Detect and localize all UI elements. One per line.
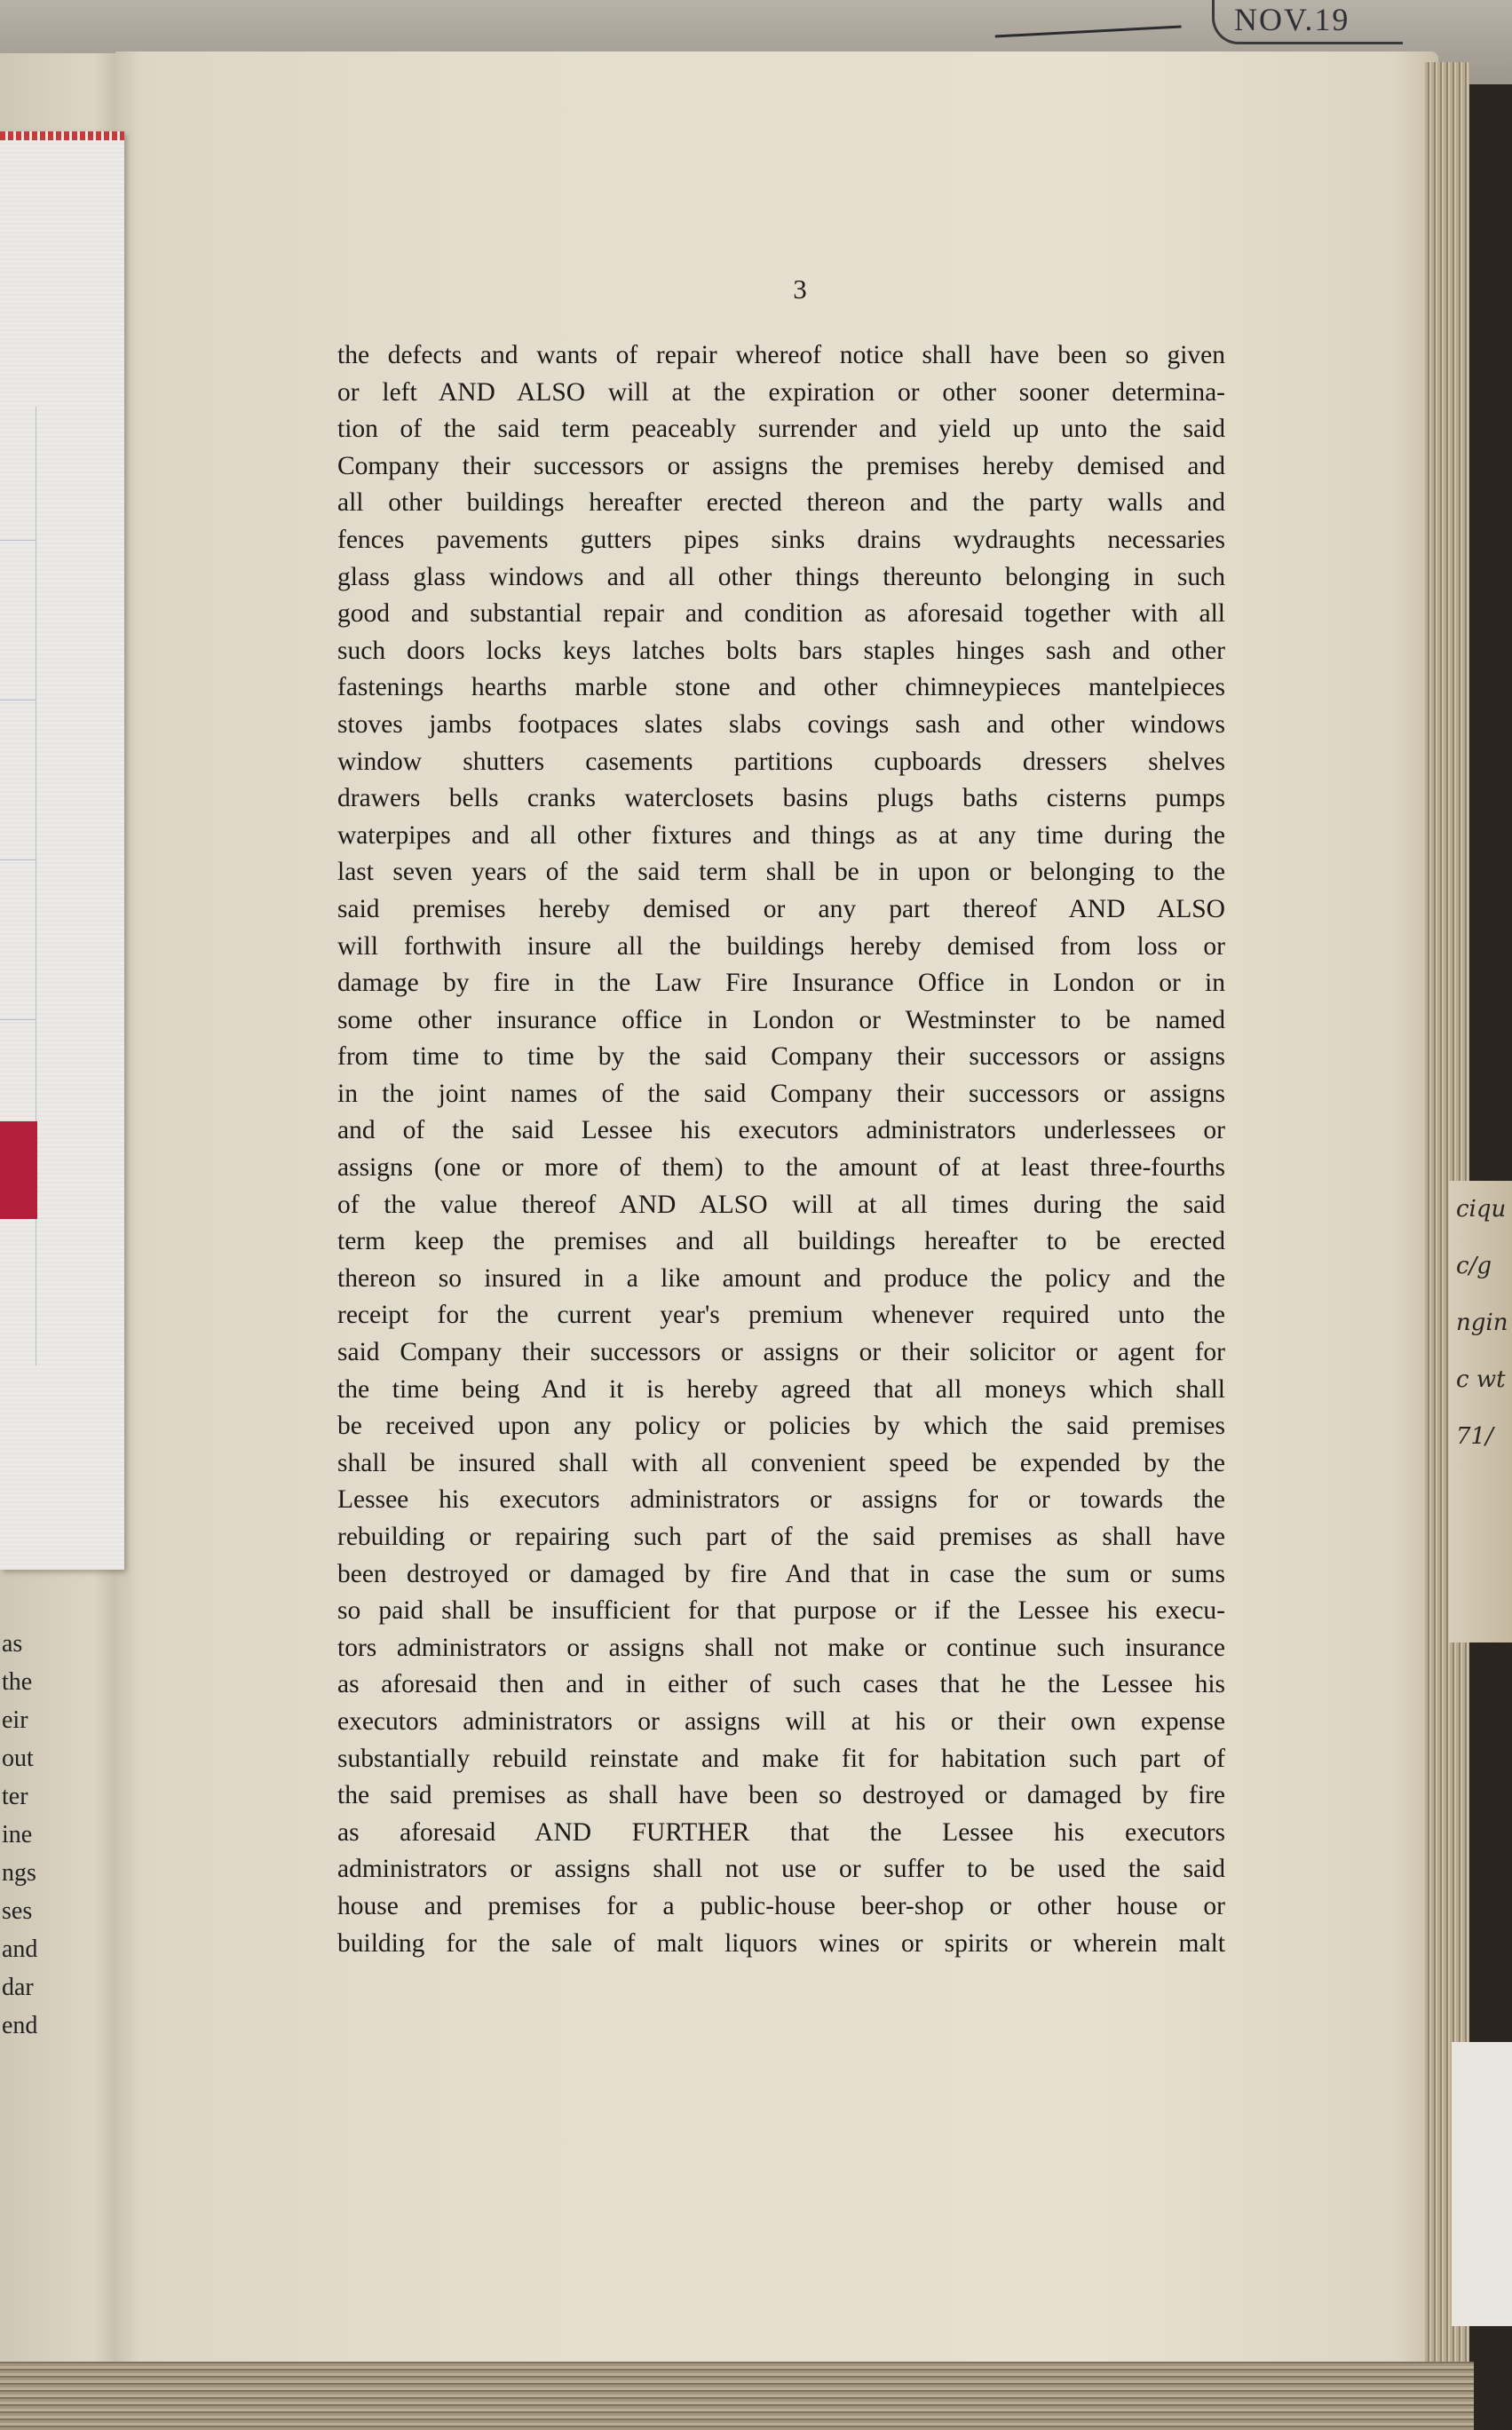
text-line: and of the said Lessee his executors administrators underlessees or [337,1116,1225,1145]
text-line: glass glass windows and all other things thereunto belonging in such [337,562,1225,591]
text-line: shall be insured shall with all convenient speed be expended by the [337,1448,1225,1477]
margin-note: ngin [1456,1310,1508,1336]
text-line: such doors locks keys latches bolts bars staples hinges sash and other [337,636,1225,665]
text-line: from time to time by the said Company their successors or assigns [337,1042,1225,1072]
text-line: tors administrators or assigns shall not make or continue such insurance [337,1633,1225,1662]
left-fragment: the [2,1668,33,1696]
text-line: assigns (one or more of them) to the amount of at least three-fourths [337,1153,1225,1183]
paper-insert [0,131,124,1570]
text-line: substantially rebuild reinstate and make fit for habitation such part of [337,1744,1225,1773]
text-line: Company their successors or assigns the premises hereby demised and [337,451,1225,480]
text-line: fences pavements gutters pipes sinks drains wydraughts necessaries [337,525,1225,554]
red-stitched-edge [0,131,124,140]
text-line: as aforesaid then and in either of such cases that he the Lessee his [337,1670,1225,1699]
text-line: last seven years of the said term shall be in upon or belonging to the [337,858,1225,887]
page-number: 3 [793,273,807,305]
left-fragment: and [2,1935,38,1963]
date-stamp: NOV.19 [1212,0,1403,44]
text-line: been destroyed or damaged by fire And that in case the sum or sums [337,1559,1225,1588]
text-line: Lessee his executors administrators or assigns for or towards the [337,1485,1225,1515]
ruled-line [0,540,36,541]
left-page-fragments [2,1625,37,2045]
text-line: of the value thereof AND ALSO will at all times during the said [337,1190,1225,1219]
text-line: rebuilding or repairing such part of the said premises as shall have [337,1523,1225,1551]
text-line: good and substantial repair and condition as aforesaid together with all [337,599,1225,629]
text-line: tion of the said term peaceably surrender and yield up unto the said [337,415,1225,444]
text-line: be received upon any policy or policies by which the said premises [337,1412,1225,1441]
margin-note: ciqu [1456,1196,1507,1223]
ruled-line [0,700,36,701]
text-line: the said premises as shall have been so destroyed or damaged by fire [337,1781,1225,1810]
text-line: damage by fire in the Law Fire Insurance Office in London or in [337,969,1225,998]
text-line: executors administrators or assigns will at his or their own expense [337,1706,1225,1736]
body-text [337,337,1225,1962]
wax-seal [0,1121,37,1219]
text-line: waterpipes and all other fixtures and things as at any time during the [337,820,1225,850]
text-line: stoves jambs footpaces slates slabs covings sash and other windows [337,709,1225,739]
text-line: window shutters casements partitions cupboards dressers shelves [337,747,1225,776]
text-line: in the joint names of the said Company their successors or assigns [337,1079,1225,1108]
left-fragment: eir [2,1706,28,1734]
margin-note: 71/ [1456,1423,1493,1450]
bottom-page-edges [0,2362,1474,2430]
text-line: said Company their successors or assigns or their solicitor or agent for [337,1338,1225,1367]
left-fragment: ter [2,1783,28,1810]
text-line: will forthwith insure all the buildings hereby demised from loss or [337,931,1225,961]
margin-note: c/g [1456,1253,1492,1279]
text-line: said premises hereby demised or any part thereof AND ALSO [337,894,1225,923]
text-line: building for the sale of malt liquors wines or spirits or wherein malt [337,1928,1225,1958]
text-line: as aforesaid AND FURTHER that the Lessee his executors [337,1817,1225,1847]
left-fragment: dar [2,1974,34,2001]
left-fragment: ses [2,1897,33,1925]
text-line: administrators or assigns shall not use or suffer to be used the said [337,1855,1225,1884]
text-line: term keep the premises and all buildings hereafter to be erected [337,1227,1225,1256]
text-line: so paid shall be insufficient for that purpose or if the Lessee his execu- [337,1596,1225,1626]
text-line: some other insurance office in London or Westminster to be named [337,1005,1225,1034]
ruled-line [0,859,36,860]
left-fragment: as [2,1630,23,1658]
right-margin-notes [1449,1181,1512,1642]
text-line: the defects and wants of repair whereof notice shall have been so given [337,341,1225,369]
text-line: house and premises for a public-house beer-shop or other house or [337,1891,1225,1920]
text-line: all other buildings hereafter erected thereon and the party walls and [337,488,1225,518]
ruled-line [0,1019,36,1020]
text-line: receipt for the current year's premium whenever required unto the [337,1301,1225,1330]
right-paper-slip [1452,2042,1512,2326]
text-line: thereon so insured in a like amount and produce the policy and the [337,1263,1225,1293]
left-fragment: out [2,1745,34,1772]
margin-note: c wt [1456,1366,1506,1393]
text-line: the time being And it is hereby agreed that all moneys which shall [337,1374,1225,1404]
left-fragment: ngs [2,1859,36,1887]
text-line: or left AND ALSO will at the expiration or other sooner determina- [337,377,1225,407]
text-line: fastenings hearths marble stone and other chimneypieces mantelpieces [337,673,1225,702]
left-fragment: ine [2,1821,33,1848]
left-fragment: end [2,2012,38,2039]
text-line: drawers bells cranks waterclosets basins plugs baths cisterns pumps [337,784,1225,813]
